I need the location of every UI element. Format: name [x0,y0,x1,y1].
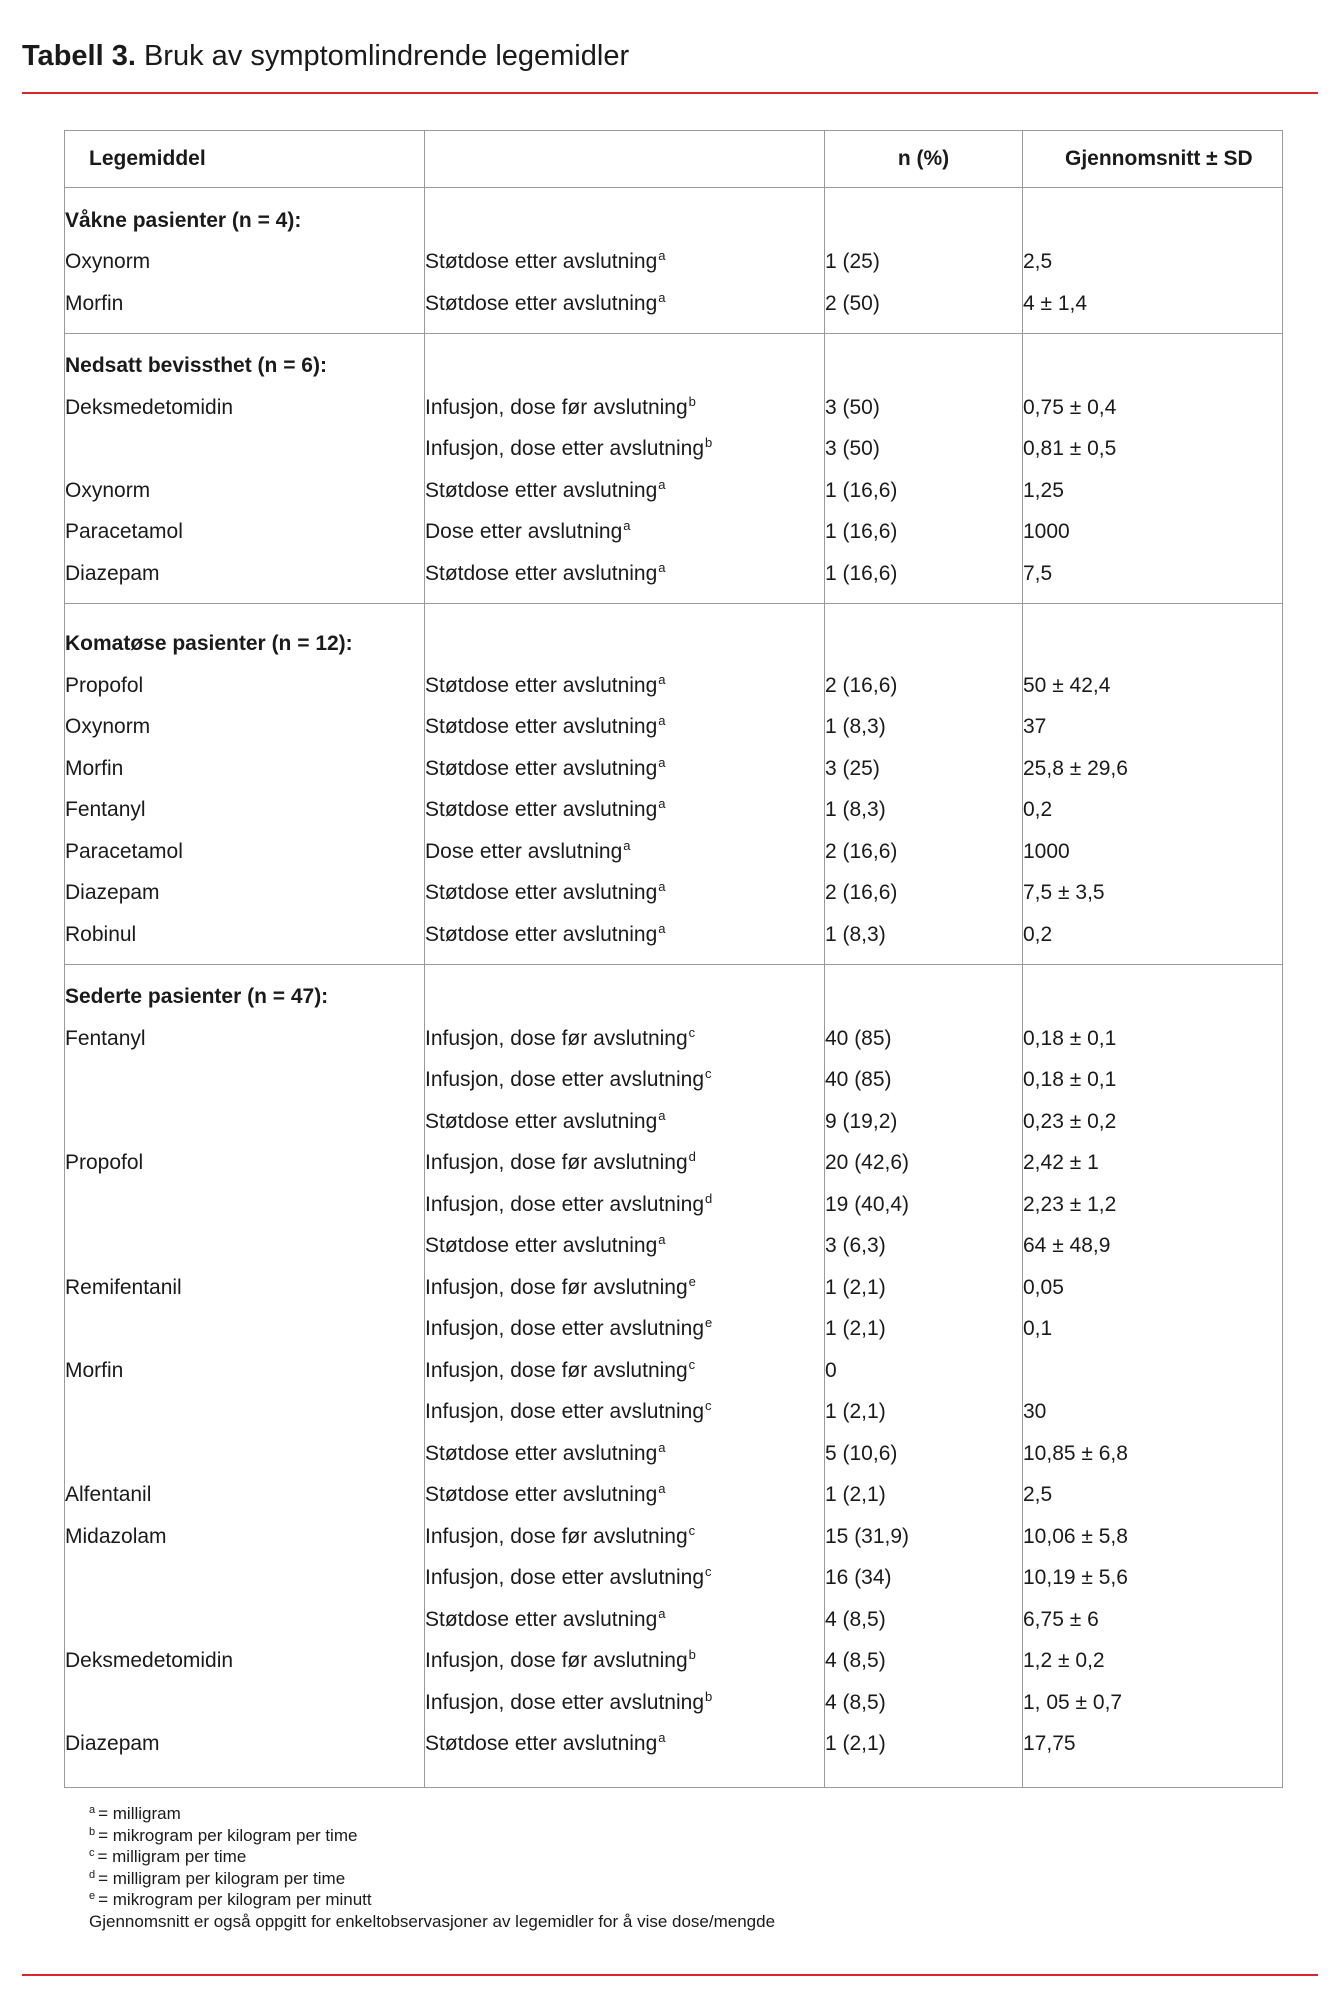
measure-cell [425,1682,825,1724]
measure-text: Dose etter avslutning [425,839,623,863]
drug-cell [65,1433,425,1475]
n-percent-cell: 5 (10,6) [825,1433,1023,1475]
measure-text: Støtdose etter avslutning [425,881,658,905]
mean-sd-cell: 1, 05 ± 0,7 [1023,1682,1283,1724]
mean-sd-cell: 0,81 ± 0,5 [1023,429,1283,471]
table-row [65,748,1283,790]
drug-cell: Oxynorm [65,707,425,749]
table-row [65,1143,1283,1185]
n-percent-cell: 1 (16,6) [825,512,1023,554]
n-percent-cell: 4 (8,5) [825,1641,1023,1683]
n-percent-cell: 1 (2,1) [825,1724,1023,1766]
footnote-marker: c [89,1847,95,1859]
mean-sd-cell: 0,18 ± 0,1 [1023,1060,1283,1102]
table-row [65,707,1283,749]
n-percent-cell: 3 (25) [825,748,1023,790]
measure-cell [425,1018,825,1060]
medication-table [64,130,1283,1788]
n-percent-cell: 40 (85) [825,1018,1023,1060]
measure-cell [425,665,825,707]
drug-cell: Deksmedetomidin [65,1641,425,1683]
unit-footnote-marker: a [658,1232,666,1248]
table-row [65,1309,1283,1351]
measure-cell [425,387,825,429]
drug-cell [65,429,425,471]
mean-sd-cell [1023,1350,1283,1392]
n-percent-cell: 15 (31,9) [825,1516,1023,1558]
measure-text: Infusjon, dose før avslutning [425,1026,688,1050]
unit-footnote-marker: a [658,248,666,264]
measure-cell [425,748,825,790]
table-row [65,512,1283,554]
n-percent-cell: 1 (25) [825,242,1023,284]
measure-cell [425,914,825,956]
drug-cell: Oxynorm [65,470,425,512]
n-percent-cell: 1 (8,3) [825,914,1023,956]
mean-sd-cell: 2,42 ± 1 [1023,1143,1283,1185]
unit-footnote-marker: a [658,1605,666,1621]
measure-cell [425,553,825,595]
measure-text: Støtdose etter avslutning [425,1483,658,1507]
measure-text: Infusjon, dose etter avslutning [425,1690,705,1714]
measure-cell [425,790,825,832]
mean-sd-cell: 1,2 ± 0,2 [1023,1641,1283,1683]
group-title: Våkne pasienter (n = 4): [65,200,425,242]
n-percent-cell: 3 (6,3) [825,1226,1023,1268]
mean-sd-cell: 2,5 [1023,1475,1283,1517]
table-row [65,665,1283,707]
drug-cell: Remifentanil [65,1267,425,1309]
measure-text: Støtdose etter avslutning [425,1234,658,1258]
table-group [65,333,1283,603]
header-measure [425,131,825,188]
n-percent-cell: 1 (2,1) [825,1475,1023,1517]
measure-text: Støtdose etter avslutning [425,1732,658,1756]
mean-sd-cell: 10,85 ± 6,8 [1023,1433,1283,1475]
drug-cell: Alfentanil [65,1475,425,1517]
drug-cell: Oxynorm [65,242,425,284]
group-title: Nedsatt bevissthet (n = 6): [65,346,425,388]
drug-cell: Fentanyl [65,790,425,832]
mean-sd-cell: 0,1 [1023,1309,1283,1351]
drug-cell [65,1558,425,1600]
bottom-divider [22,1974,1318,1976]
drug-cell [65,1309,425,1351]
measure-cell [425,1143,825,1185]
n-percent-cell: 4 (8,5) [825,1682,1023,1724]
table-row [65,1060,1283,1102]
table-row [65,387,1283,429]
table-row [65,1350,1283,1392]
mean-sd-cell: 2,5 [1023,242,1283,284]
table-row [65,242,1283,284]
mean-sd-cell: 1000 [1023,831,1283,873]
table-row [65,429,1283,471]
measure-text: Infusjon, dose før avslutning [425,1649,688,1673]
unit-footnote-marker: d [705,1190,713,1206]
measure-text: Støtdose etter avslutning [425,291,658,315]
measure-cell [425,1475,825,1517]
drug-cell: Propofol [65,1143,425,1185]
footnote-marker: d [89,1868,96,1881]
unit-footnote-marker: a [623,518,631,534]
group-header-row [65,346,1283,388]
table-row [65,1682,1283,1724]
table-title: Bruk av symptomlindrende legemidler [143,40,630,72]
drug-cell [65,1101,425,1143]
unit-footnote-marker: a [658,1439,666,1455]
footnote-text: = milligram per time [97,1847,247,1866]
measure-cell [425,1516,825,1558]
drug-cell: Robinul [65,914,425,956]
unit-footnote-marker: a [658,476,666,492]
mean-sd-cell: 10,19 ± 5,6 [1023,1558,1283,1600]
measure-text: Infusjon, dose etter avslutning [425,1192,705,1216]
n-percent-cell: 1 (16,6) [825,470,1023,512]
table-number: Tabell 3. [22,40,136,72]
table-row [65,1184,1283,1226]
table-row [65,1018,1283,1060]
n-percent-cell: 20 (42,6) [825,1143,1023,1185]
unit-footnote-marker: a [658,559,666,575]
n-percent-cell: 2 (16,6) [825,665,1023,707]
unit-footnote-marker: c [688,1522,696,1538]
measure-text: Støtdose etter avslutning [425,1607,658,1631]
measure-text: Infusjon, dose etter avslutning [425,1400,705,1424]
table-row [65,470,1283,512]
mean-sd-cell: 0,18 ± 0,1 [1023,1018,1283,1060]
measure-text: Støtdose etter avslutning [425,756,658,780]
table-row [65,1641,1283,1683]
measure-text: Infusjon, dose før avslutning [425,395,688,419]
drug-cell: Fentanyl [65,1018,425,1060]
mean-sd-cell: 64 ± 48,9 [1023,1226,1283,1268]
measure-text: Støtdose etter avslutning [425,1441,658,1465]
footnote-text: = mikrogram per kilogram per minutt [98,1890,372,1909]
table-row [65,1433,1283,1475]
mean-sd-cell: 7,5 [1023,553,1283,595]
n-percent-cell: 19 (40,4) [825,1184,1023,1226]
table-row [65,1724,1283,1766]
table-row [65,790,1283,832]
table-row [65,1599,1283,1641]
measure-cell [425,1101,825,1143]
footnote-marker: a [89,1804,96,1816]
n-percent-cell: 1 (2,1) [825,1309,1023,1351]
n-percent-cell: 2 (50) [825,283,1023,325]
n-percent-cell: 40 (85) [825,1060,1023,1102]
drug-cell [65,1599,425,1641]
drug-cell: Morfin [65,748,425,790]
drug-cell: Paracetamol [65,831,425,873]
table-row [65,1558,1283,1600]
measure-cell [425,1599,825,1641]
unit-footnote-marker: c [688,1024,696,1040]
group-header-row [65,200,1283,242]
n-percent-cell: 9 (19,2) [825,1101,1023,1143]
measure-text: Dose etter avslutning [425,520,623,544]
measure-cell [425,1184,825,1226]
unit-footnote-marker: c [688,1356,696,1372]
footnote-marker: b [89,1825,96,1838]
n-percent-cell: 2 (16,6) [825,873,1023,915]
n-percent-cell: 3 (50) [825,429,1023,471]
table-row [65,914,1283,956]
table-row [65,1267,1283,1309]
drug-cell: Deksmedetomidin [65,387,425,429]
unit-footnote-marker: a [658,754,666,770]
mean-sd-cell: 30 [1023,1392,1283,1434]
footnote [89,1868,775,1890]
unit-footnote-marker: b [688,1647,696,1663]
mean-sd-cell: 0,2 [1023,914,1283,956]
table-caption [22,38,629,74]
header-row [65,131,1283,188]
unit-footnote-marker: a [658,671,666,687]
footnote-text: = milligram per kilogram per time [98,1868,346,1888]
group-header-row [65,977,1283,1019]
table-row [65,283,1283,325]
drug-cell: Propofol [65,665,425,707]
measure-cell [425,1309,825,1351]
mean-sd-cell: 1000 [1023,512,1283,554]
footnote-text: = mikrogram per kilogram per time [98,1825,358,1845]
n-percent-cell: 1 (8,3) [825,790,1023,832]
group-title: Sederte pasienter (n = 47): [65,977,425,1019]
drug-cell [65,1060,425,1102]
drug-cell: Midazolam [65,1516,425,1558]
unit-footnote-marker: a [658,879,666,895]
mean-sd-cell: 0,2 [1023,790,1283,832]
measure-cell [425,1350,825,1392]
unit-footnote-marker: a [658,796,666,812]
drug-cell: Diazepam [65,1724,425,1766]
n-percent-cell: 0 [825,1350,1023,1392]
measure-cell [425,1724,825,1766]
footnote [89,1846,775,1868]
measure-cell [425,1226,825,1268]
unit-footnote-marker: c [705,1398,712,1414]
measure-text: Støtdose etter avslutning [425,798,658,822]
n-percent-cell: 3 (50) [825,387,1023,429]
n-percent-cell: 2 (16,6) [825,831,1023,873]
drug-cell: Morfin [65,1350,425,1392]
table-row [65,1475,1283,1517]
measure-text: Infusjon, dose etter avslutning [425,1068,705,1092]
table-row [65,1101,1283,1143]
n-percent-cell: 1 (2,1) [825,1392,1023,1434]
measure-cell [425,512,825,554]
measure-cell [425,1392,825,1434]
table-row [65,1392,1283,1434]
measure-text: Støtdose etter avslutning [425,673,658,697]
footnote-text: = milligram [98,1804,181,1823]
measure-cell [425,242,825,284]
unit-footnote-marker: d [688,1149,696,1165]
unit-footnote-marker: e [688,1273,696,1289]
mean-sd-cell: 0,23 ± 0,2 [1023,1101,1283,1143]
n-percent-cell: 16 (34) [825,1558,1023,1600]
table-row [65,873,1283,915]
unit-footnote-marker: a [658,1107,666,1123]
measure-text: Infusjon, dose før avslutning [425,1151,688,1175]
mean-sd-cell: 0,05 [1023,1267,1283,1309]
measure-cell [425,1641,825,1683]
drug-cell: Paracetamol [65,512,425,554]
drug-cell [65,1392,425,1434]
measure-text: Støtdose etter avslutning [425,478,658,502]
measure-text: Støtdose etter avslutning [425,561,658,585]
unit-footnote-marker: b [688,393,696,409]
drug-cell [65,1184,425,1226]
unit-footnote-marker: a [658,920,666,936]
drug-cell [65,1226,425,1268]
unit-footnote-marker: e [705,1315,713,1331]
measure-text: Infusjon, dose før avslutning [425,1524,688,1548]
footnote [89,1803,775,1825]
footnote-marker: e [89,1890,96,1902]
table-group [65,964,1283,1788]
mean-sd-cell: 2,23 ± 1,2 [1023,1184,1283,1226]
mean-sd-cell: 6,75 ± 6 [1023,1599,1283,1641]
footnote [89,1889,775,1911]
n-percent-cell: 1 (2,1) [825,1267,1023,1309]
unit-footnote-marker: a [623,837,631,853]
measure-cell [425,1433,825,1475]
drug-cell: Diazepam [65,553,425,595]
table-group [65,603,1283,964]
table-row [65,553,1283,595]
measure-cell [425,1558,825,1600]
mean-sd-cell: 10,06 ± 5,8 [1023,1516,1283,1558]
measure-cell [425,470,825,512]
mean-sd-cell: 50 ± 42,4 [1023,665,1283,707]
measure-text: Infusjon, dose etter avslutning [425,1566,705,1590]
drug-cell: Morfin [65,283,425,325]
unit-footnote-marker: a [658,289,666,305]
n-percent-cell: 4 (8,5) [825,1599,1023,1641]
unit-footnote-marker: a [658,713,666,729]
measure-text: Infusjon, dose etter avslutning [425,437,705,461]
n-percent-cell: 1 (8,3) [825,707,1023,749]
measure-text: Støtdose etter avslutning [425,922,658,946]
unit-footnote-marker: c [705,1564,712,1580]
table-row [65,1226,1283,1268]
measure-text: Infusjon, dose før avslutning [425,1358,688,1382]
unit-footnote-marker: b [705,435,713,451]
mean-sd-cell: 37 [1023,707,1283,749]
measure-cell [425,873,825,915]
unit-footnote-marker: a [658,1730,666,1746]
table-row [65,831,1283,873]
footnotes [89,1803,775,1932]
drug-cell [65,1682,425,1724]
unit-footnote-marker: b [705,1688,713,1704]
measure-cell [425,429,825,471]
table-note: Gjennomsnitt er også oppgitt for enkeltobservasjoner av legemidler for å vise dose/mengde [89,1911,776,1931]
measure-cell [425,283,825,325]
header-mean-sd: Gjennomsnitt ± SD [1023,131,1283,188]
mean-sd-cell: 25,8 ± 29,6 [1023,748,1283,790]
measure-cell [425,831,825,873]
mean-sd-cell: 4 ± 1,4 [1023,283,1283,325]
footnote [89,1825,775,1847]
mean-sd-cell: 7,5 ± 3,5 [1023,873,1283,915]
unit-footnote-marker: a [658,1481,666,1497]
header-n-percent: n (%) [825,131,1023,188]
group-header-row [65,624,1283,666]
measure-cell [425,1060,825,1102]
header-drug: Legemiddel [65,131,425,188]
measure-cell [425,707,825,749]
group-title: Komatøse pasienter (n = 12): [65,624,425,666]
measure-text: Infusjon, dose før avslutning [425,1275,688,1299]
mean-sd-cell: 1,25 [1023,470,1283,512]
drug-cell: Diazepam [65,873,425,915]
n-percent-cell: 1 (16,6) [825,553,1023,595]
mean-sd-cell: 0,75 ± 0,4 [1023,387,1283,429]
top-divider [22,92,1318,94]
measure-text: Støtdose etter avslutning [425,250,658,274]
table-row [65,1516,1283,1558]
table-group [65,188,1283,334]
measure-text: Støtdose etter avslutning [425,715,658,739]
measure-cell [425,1267,825,1309]
measure-text: Støtdose etter avslutning [425,1109,658,1133]
measure-text: Infusjon, dose etter avslutning [425,1317,705,1341]
mean-sd-cell: 17,75 [1023,1724,1283,1766]
unit-footnote-marker: c [705,1066,712,1082]
